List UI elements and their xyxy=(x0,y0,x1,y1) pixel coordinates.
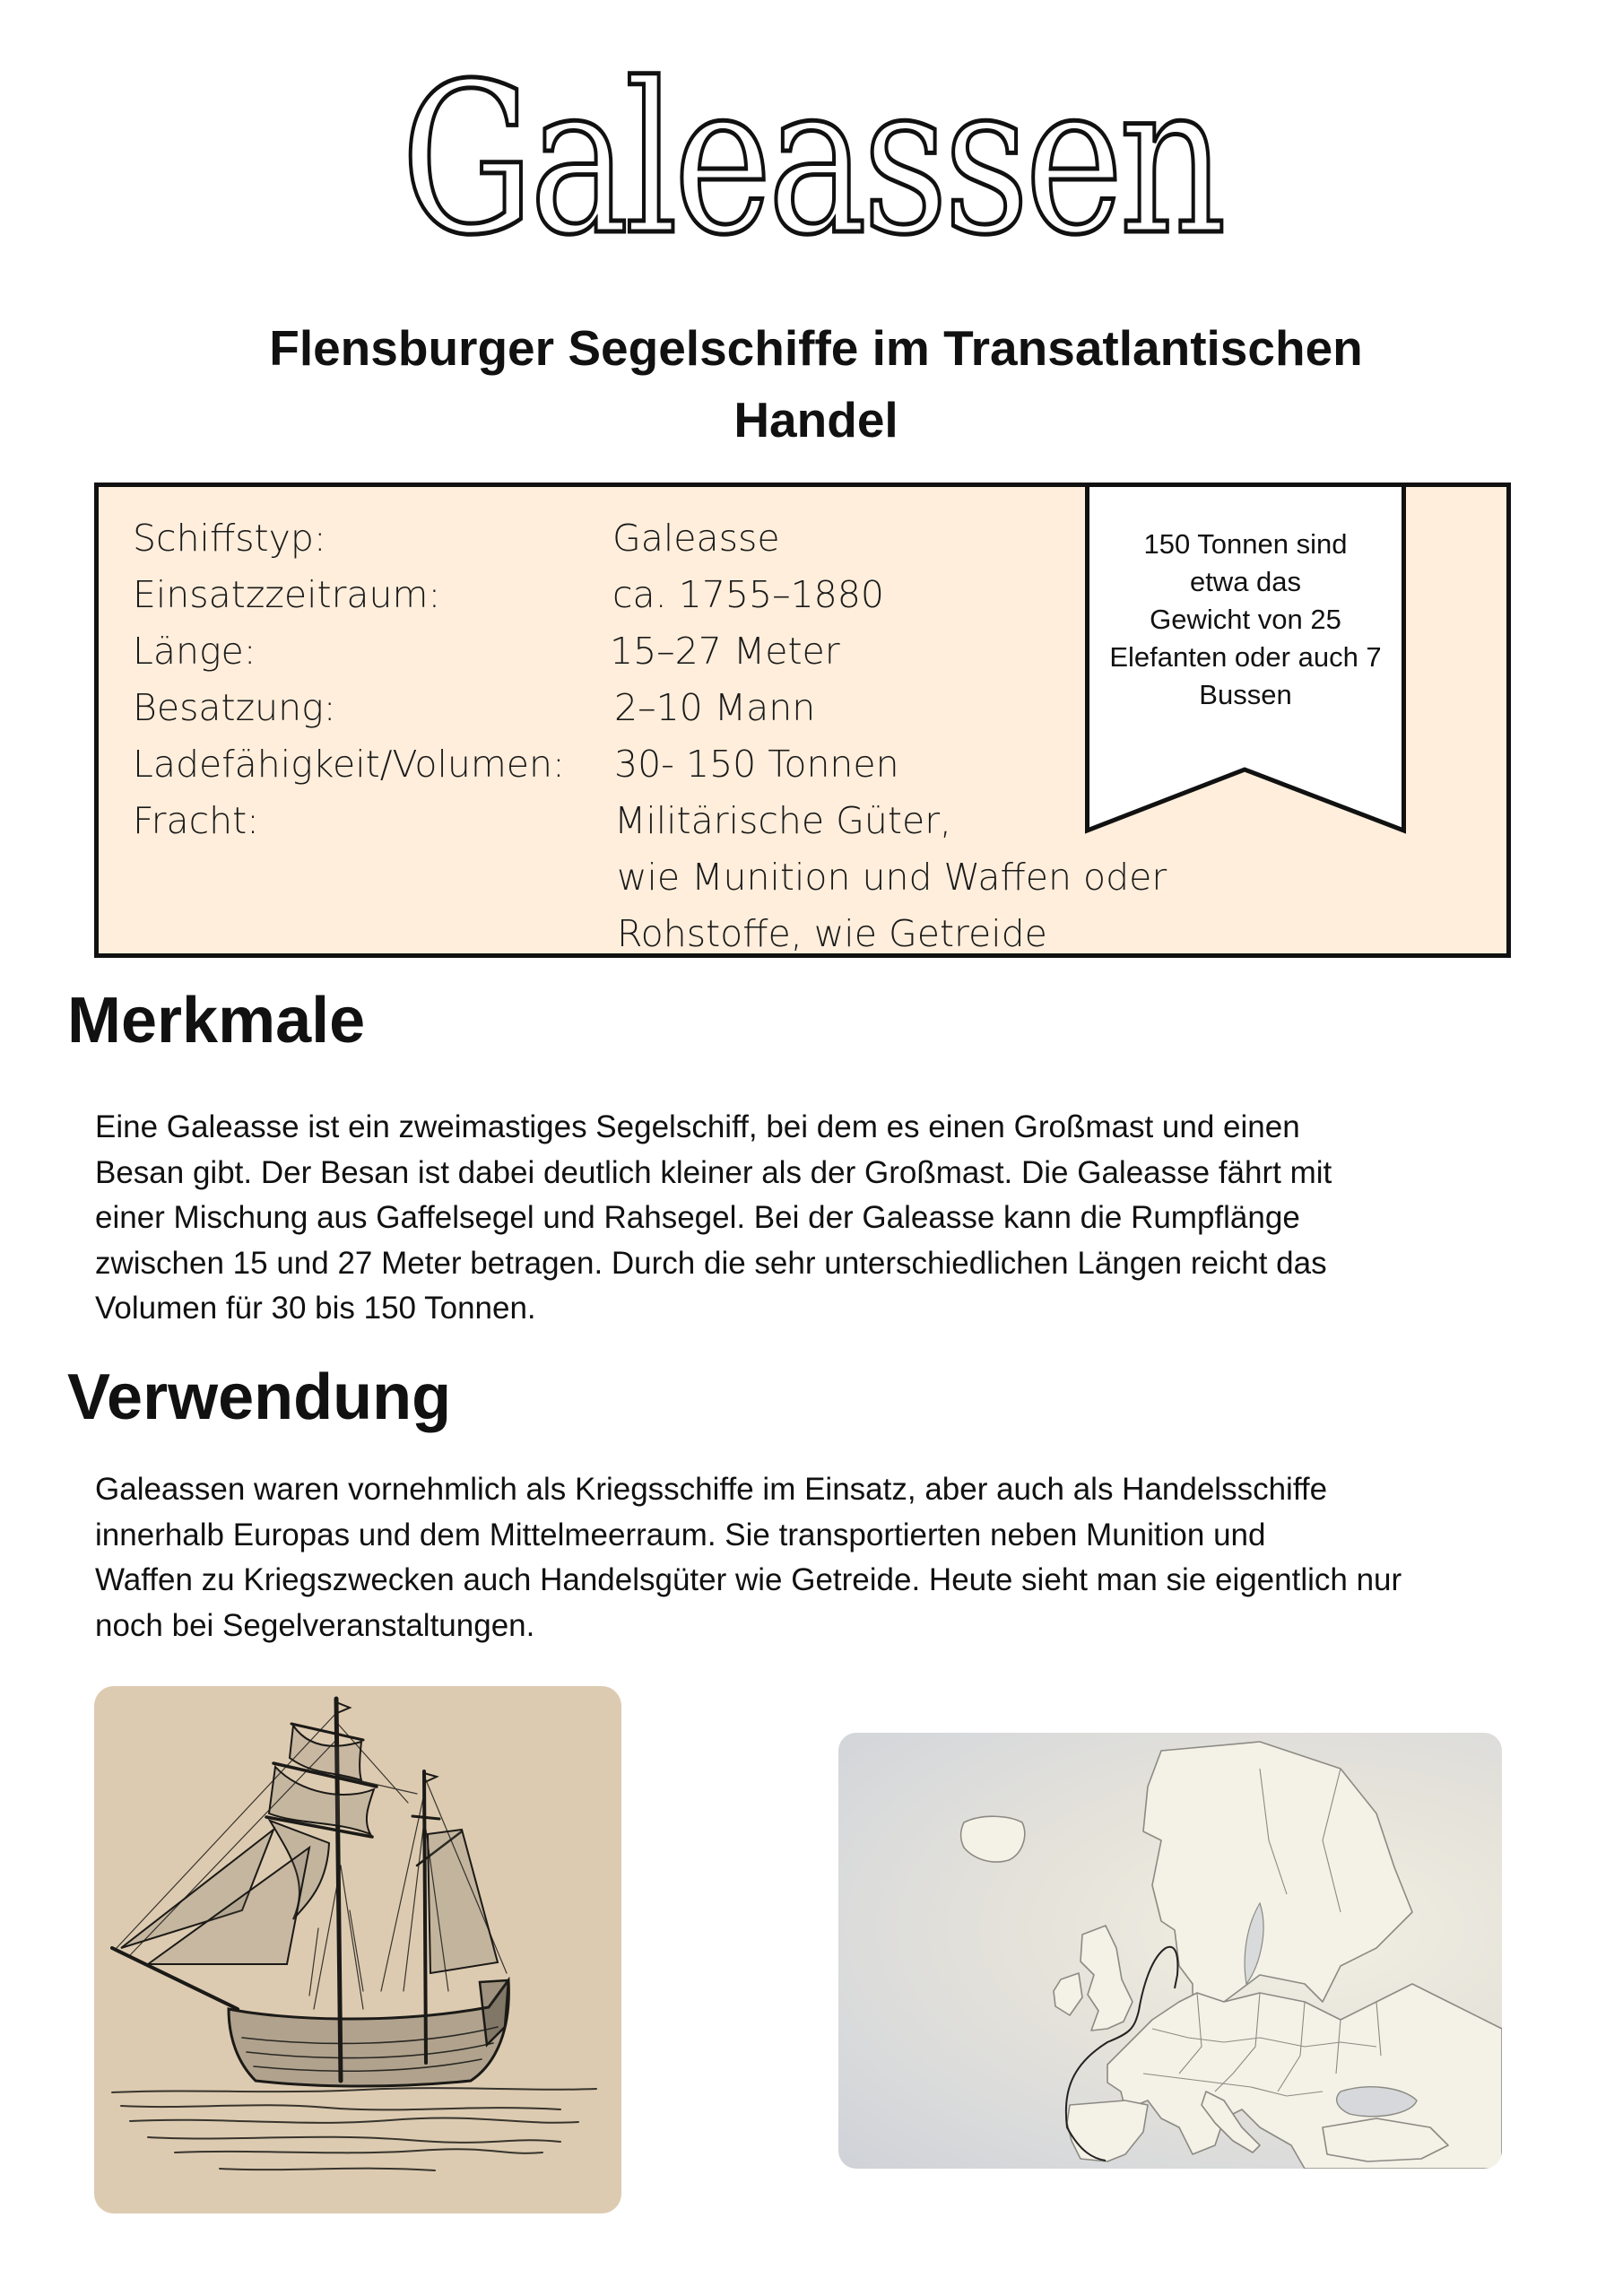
ship-illustration xyxy=(94,1686,621,2213)
section-heading-merkmale: Merkmale xyxy=(67,985,366,1057)
text-line: Volumen für 30 bis 150 Tonnen. xyxy=(95,1291,536,1326)
section-heading-verwendung: Verwendung xyxy=(67,1361,452,1433)
europe-map-illustration xyxy=(838,1733,1502,2169)
info-label: Besatzung: xyxy=(133,686,336,729)
subtitle-line-1: Flensburger Segelschiffe im Transatlantischen xyxy=(269,320,1363,376)
text-line: innerhalb Europas und dem Mittelmeerraum. Sie transportierten neben Munition und xyxy=(95,1517,1266,1552)
text-line: einer Mischung aus Gaffelsegel und Rahsegel. Bei der Galeasse kann die Rumpflänge xyxy=(95,1200,1300,1235)
text-line: noch bei Segelveranstaltungen. xyxy=(95,1607,535,1643)
text-line: zwischen 15 und 27 Meter betragen. Durch die sehr unterschiedlichen Längen reicht das xyxy=(95,1245,1327,1281)
info-label: Einsatzzeitraum: xyxy=(133,573,441,616)
ribbon-line: Elefanten oder auch 7 xyxy=(1109,641,1382,673)
info-value: Militärische Güter, xyxy=(614,799,952,842)
ship-sketch-icon xyxy=(94,1686,621,2213)
map-iberia xyxy=(1067,2100,1148,2161)
text-line: Eine Galeasse ist ein zweimastiges Segelschiff, bei dem es einen Großmast und einen xyxy=(95,1109,1300,1144)
europe-map-icon xyxy=(838,1733,1502,2169)
ribbon-note-text xyxy=(1090,526,1401,714)
info-label: Ladefähigkeit/Volumen: xyxy=(133,743,565,786)
ribbon-line: Bussen xyxy=(1199,679,1292,710)
text-line: Besan gibt. Der Besan ist dabei deutlich kleiner als der Großmast. Die Galeasse fährt mit xyxy=(95,1154,1332,1190)
info-value: ca. 1755–1880 xyxy=(612,573,884,616)
ribbon-line: etwa das xyxy=(1189,566,1302,597)
subtitle-line-2: Handel xyxy=(733,392,898,448)
ribbon-line: Gewicht von 25 xyxy=(1150,604,1341,635)
info-value: 15–27 Meter xyxy=(610,630,840,673)
section-text-merkmale xyxy=(95,1105,1566,1332)
page-subtitle xyxy=(206,312,1426,456)
info-value: wie Munition und Waffen oder xyxy=(617,856,1167,899)
map-iceland xyxy=(961,1816,1025,1862)
info-value: 2–10 Mann xyxy=(614,686,816,729)
info-value: Rohstoffe, wie Getreide xyxy=(617,912,1047,955)
text-line: Galeassen waren vornehmlich als Kriegsschiffe im Einsatz, aber auch als Handelsschiffe xyxy=(95,1472,1328,1507)
info-value: 30- 150 Tonnen xyxy=(614,743,899,786)
ribbon-note xyxy=(1085,483,1406,834)
map-scandinavia xyxy=(1143,1742,1412,2038)
map-uk xyxy=(1081,1926,1133,2031)
text-line: Waffen zu Kriegszwecken auch Handelsgüter wie Getreide. Heute sieht man sie eigentlich nur xyxy=(95,1562,1402,1597)
info-label: Schiffstyp: xyxy=(133,517,326,560)
page-title: Galeassen xyxy=(401,39,1222,281)
section-text-verwendung xyxy=(95,1467,1566,1648)
ribbon-line: 150 Tonnen sind xyxy=(1143,528,1348,560)
info-label: Länge: xyxy=(133,630,256,673)
info-value: Galeasse xyxy=(612,517,780,560)
info-label: Fracht: xyxy=(133,799,259,842)
map-ireland xyxy=(1054,1973,1082,2015)
